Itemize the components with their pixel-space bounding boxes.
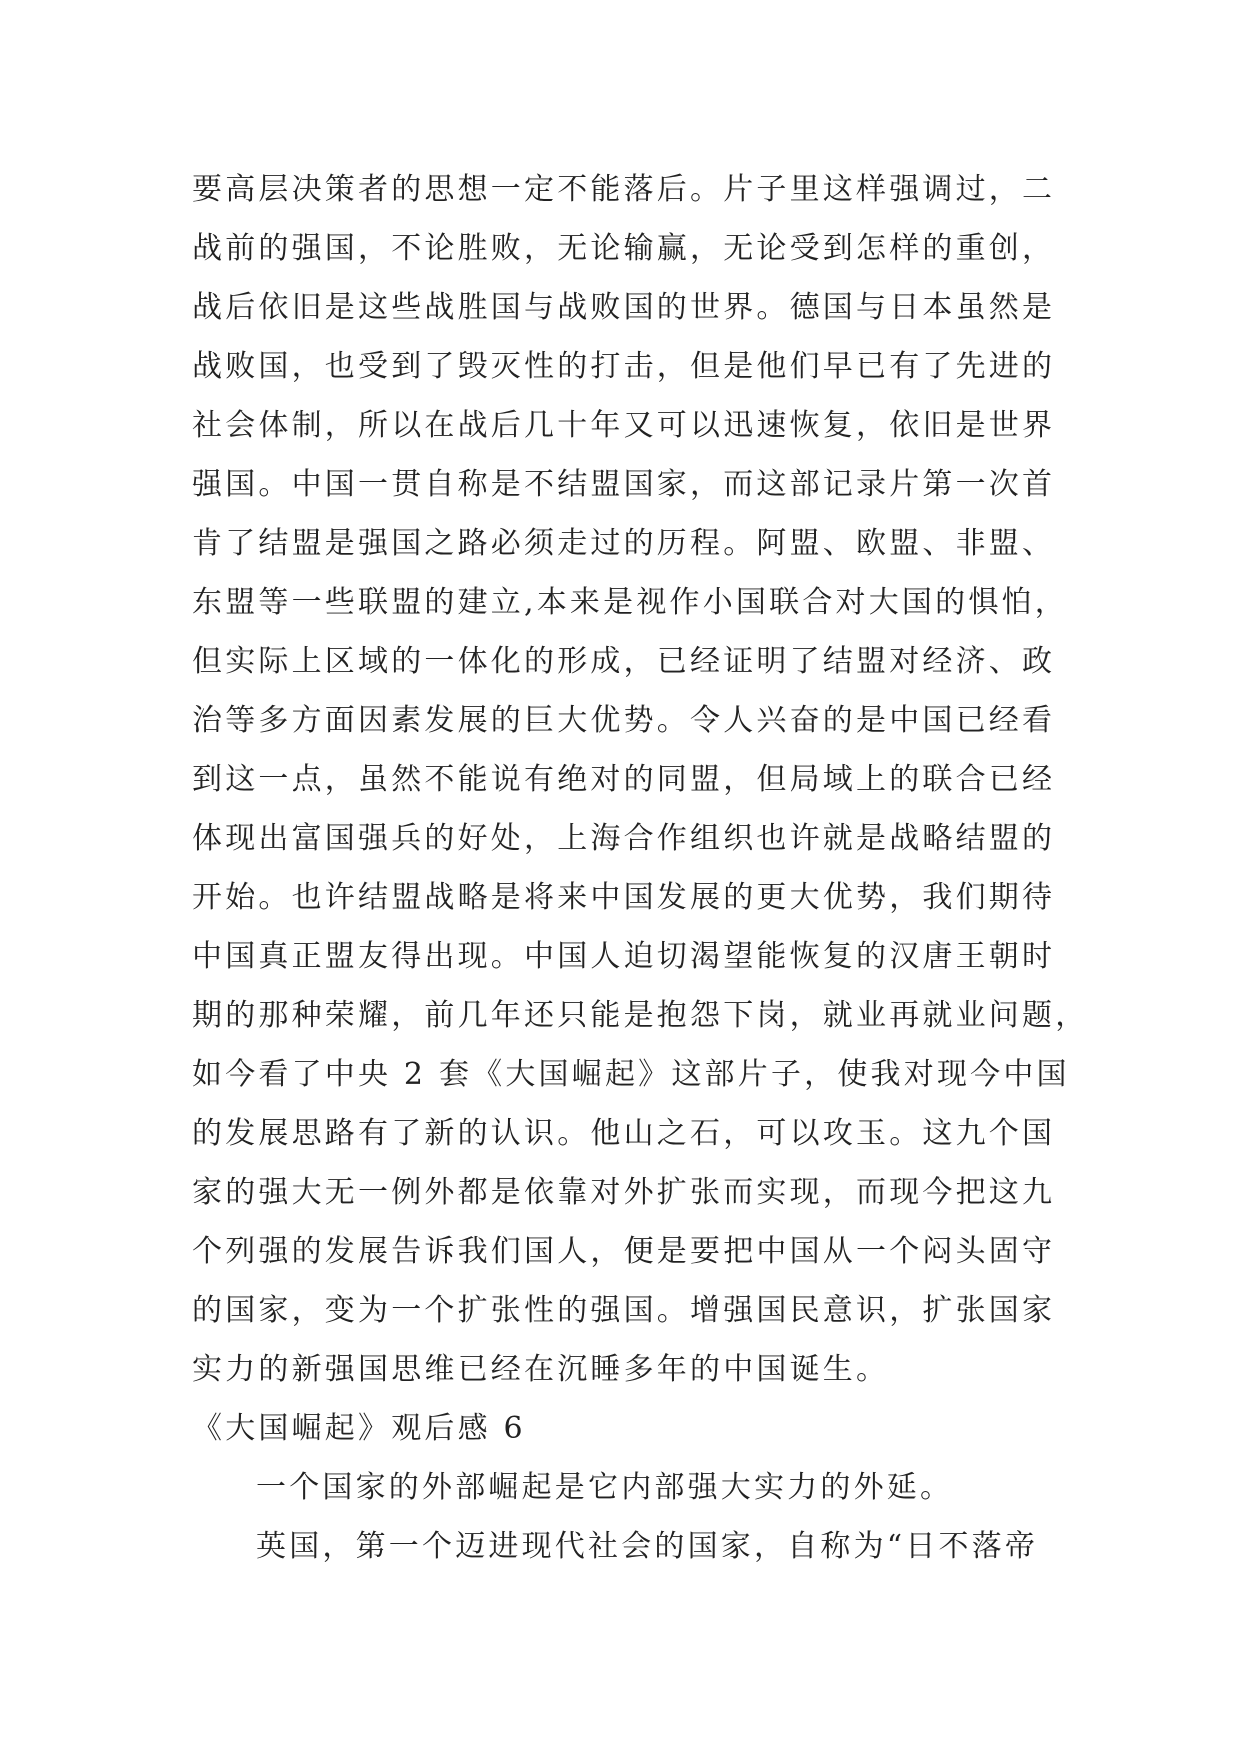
body-line: 但实际上区域的一体化的形成，已经证明了结盟对经济、政 bbox=[192, 644, 1056, 679]
body-line: 治等多方面因素发展的巨大优势。令人兴奋的是中国已经看 bbox=[192, 703, 1056, 738]
body-line: 的发展思路有了新的认识。他山之石，可以攻玉。这九个国 bbox=[192, 1116, 1056, 1151]
body-line: 体现出富国强兵的好处，上海合作组织也许就是战略结盟的 bbox=[192, 821, 1056, 856]
body-line: 东盟等一些联盟的建立,本来是视作小国联合对大国的惧怕， bbox=[192, 585, 1068, 620]
paragraph-line: 英国，第一个迈进现代社会的国家，自称为“日不落帝 bbox=[256, 1529, 1039, 1564]
body-line: 要高层决策者的思想一定不能落后。片子里这样强调过，二 bbox=[192, 172, 1056, 207]
body-line: 实力的新强国思维已经在沉睡多年的中国诞生。 bbox=[192, 1352, 890, 1387]
body-line: 战败国，也受到了毁灭性的打击，但是他们早已有了先进的 bbox=[192, 349, 1056, 384]
section-heading: 《大国崛起》观后感 6 bbox=[192, 1411, 526, 1446]
body-line: 开始。也许结盟战略是将来中国发展的更大优势，我们期待 bbox=[192, 880, 1056, 915]
document-body bbox=[192, 160, 1089, 1576]
body-line: 家的强大无一例外都是依靠对外扩张而实现，而现今把这九 bbox=[192, 1175, 1056, 1210]
body-line: 肯了结盟是强国之路必须走过的历程。阿盟、欧盟、非盟、 bbox=[192, 526, 1056, 561]
paragraph-line: 一个国家的外部崛起是它内部强大实力的外延。 bbox=[256, 1470, 954, 1505]
body-line: 中国真正盟友得出现。中国人迫切渴望能恢复的汉唐王朝时 bbox=[192, 939, 1056, 974]
body-line: 强国。中国一贯自称是不结盟国家，而这部记录片第一次首 bbox=[192, 467, 1056, 502]
body-line: 社会体制，所以在战后几十年又可以迅速恢复，依旧是世界 bbox=[192, 408, 1056, 443]
body-line: 战前的强国，不论胜败，无论输赢，无论受到怎样的重创， bbox=[192, 231, 1056, 266]
body-line: 如今看了中央 2 套《大国崛起》这部片子，使我对现今中国 bbox=[192, 1057, 1070, 1092]
body-line: 的国家，变为一个扩张性的强国。增强国民意识，扩张国家 bbox=[192, 1293, 1056, 1328]
body-line: 个列强的发展告诉我们国人，便是要把中国从一个闷头固守 bbox=[192, 1234, 1056, 1269]
body-line: 到这一点，虽然不能说有绝对的同盟，但局域上的联合已经 bbox=[192, 762, 1056, 797]
body-line: 战后依旧是这些战胜国与战败国的世界。德国与日本虽然是 bbox=[192, 290, 1056, 325]
body-line: 期的那种荣耀，前几年还只能是抱怨下岗，就业再就业问题， bbox=[192, 998, 1089, 1033]
